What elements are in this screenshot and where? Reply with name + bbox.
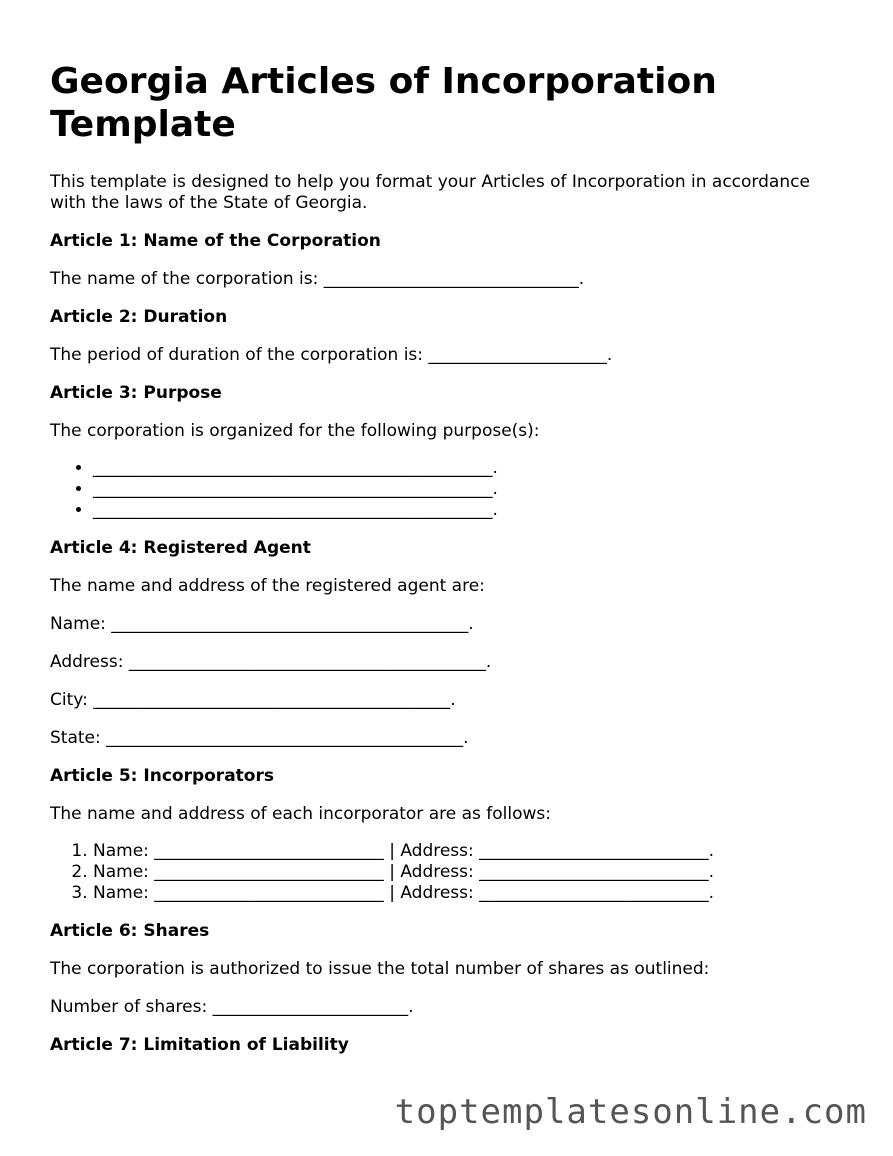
article-1-text: The name of the corporation is: ______________________________. [50,269,585,289]
article-3-text: The corporation is organized for the following purpose(s): [50,421,540,441]
intro-paragraph: This template is designed to help you format your Articles of Incorporation in accordance with the laws of the State of Georgia. [50,172,810,213]
list-item: 1. Name: ___________________________ | Address: ___________________________. [93,841,850,862]
purpose-list [50,458,850,521]
article-2-text: The period of duration of the corporation is: _____________________. [50,345,613,365]
article-1-heading: Article 1: Name of the Corporation [50,231,381,251]
article-2-heading: Article 2: Duration [50,307,228,327]
agent-city-field: City: __________________________________________. [50,690,456,710]
article-4-text: The name and address of the registered agent are: [50,576,485,596]
watermark: toptemplatesonline.com [394,1092,867,1132]
article-5-text: The name and address of each incorporator are as follows: [50,804,551,824]
article-7-heading: Article 7: Limitation of Liability [50,1035,349,1055]
list-item: • _______________________________________________. [93,479,850,500]
shares-field: Number of shares: _______________________. [50,997,414,1017]
article-3-heading: Article 3: Purpose [50,383,222,403]
list-item: • _______________________________________________. [93,458,850,479]
agent-address-field: Address: __________________________________________. [50,652,492,672]
article-5-heading: Article 5: Incorporators [50,766,274,786]
document-page [50,60,850,1072]
article-6-text: The corporation is authorized to issue the total number of shares as outlined: [50,959,710,979]
agent-state-field: State: __________________________________________. [50,728,469,748]
incorporator-list [50,841,850,904]
list-item: • _______________________________________________. [93,500,850,521]
agent-name-field: Name: __________________________________________. [50,614,474,634]
article-4-heading: Article 4: Registered Agent [50,538,311,558]
page-title: Georgia Articles of Incorporation Template [50,61,717,145]
list-item: 2. Name: ___________________________ | Address: ___________________________. [93,862,850,883]
list-item: 3. Name: ___________________________ | Address: ___________________________. [93,883,850,904]
article-6-heading: Article 6: Shares [50,921,210,941]
